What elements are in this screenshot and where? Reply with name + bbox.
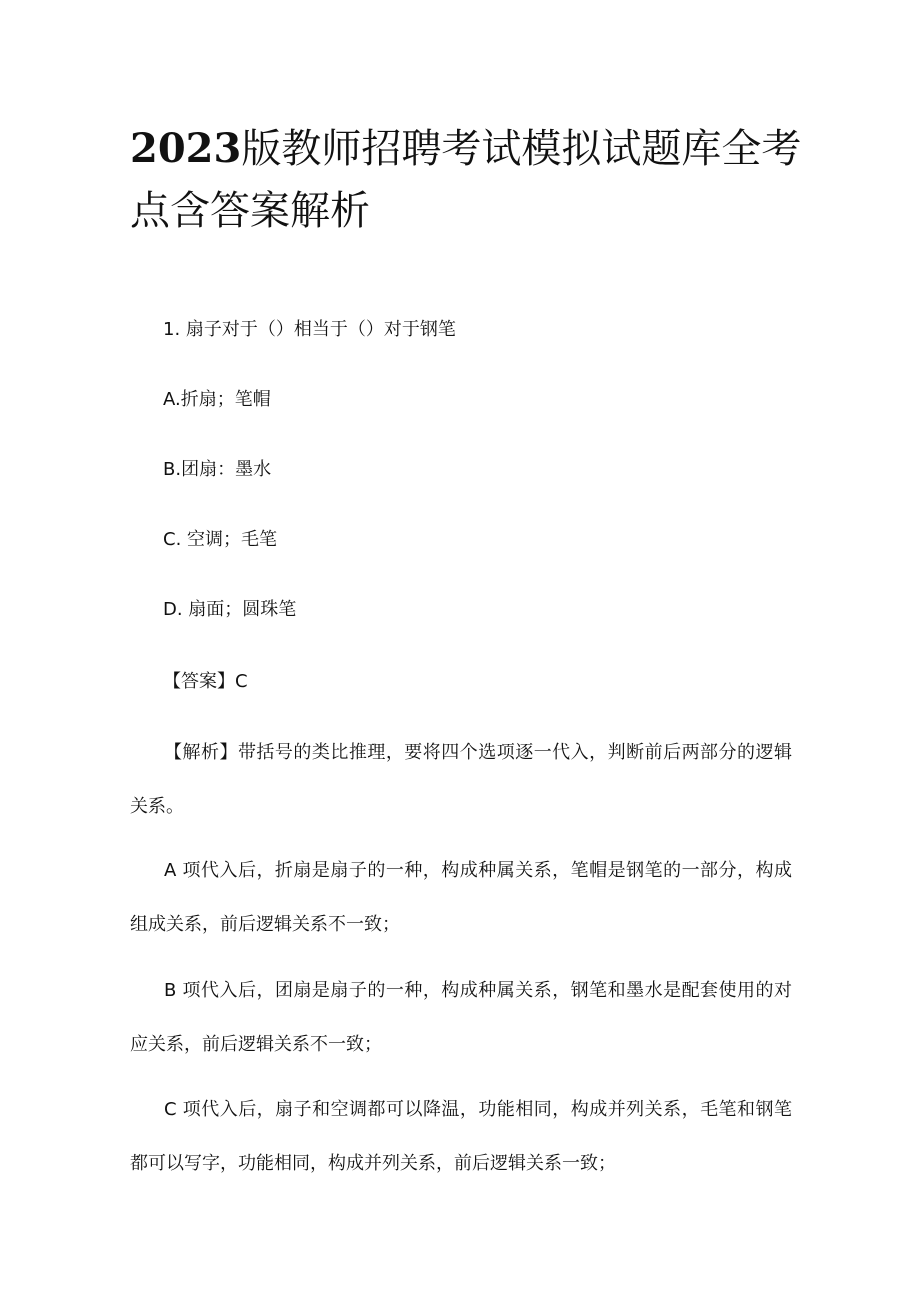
analysis-intro: 【解析】带括号的类比推理，要将四个选项逐一代入，判断前后两部分的逻辑关系。 — [130, 742, 792, 817]
option-a: A.折扇；笔帽 — [163, 389, 271, 410]
document-title — [130, 118, 810, 242]
question-stem: 1. 扇子对于（）相当于（）对于钢笔 — [163, 319, 456, 340]
option-b: B.团扇：墨水 — [163, 459, 272, 480]
option-c: C. 空调；毛笔 — [163, 529, 278, 550]
title-year: 2023 — [130, 125, 242, 172]
analysis-option-a: A 项代入后，折扇是扇子的一种，构成种属关系，笔帽是钢笔的一部分，构成组成关系，前后逻辑关系不一致； — [130, 860, 792, 935]
option-d: D. 扇面；圆珠笔 — [163, 599, 297, 620]
analysis-option-c: C 项代入后，扇子和空调都可以降温，功能相同，构成并列关系，毛笔和钢笔都可以写字，功能相同，构成并列关系，前后逻辑关系一致； — [130, 1099, 792, 1174]
answer-line: 【答案】C — [163, 671, 248, 692]
analysis-option-b: B 项代入后，团扇是扇子的一种，构成种属关系，钢笔和墨水是配套使用的对应关系，前后逻辑关系不一致； — [130, 980, 792, 1055]
title-text: 版教师招聘考试模拟试题库全考点含答案解析 — [130, 126, 802, 234]
